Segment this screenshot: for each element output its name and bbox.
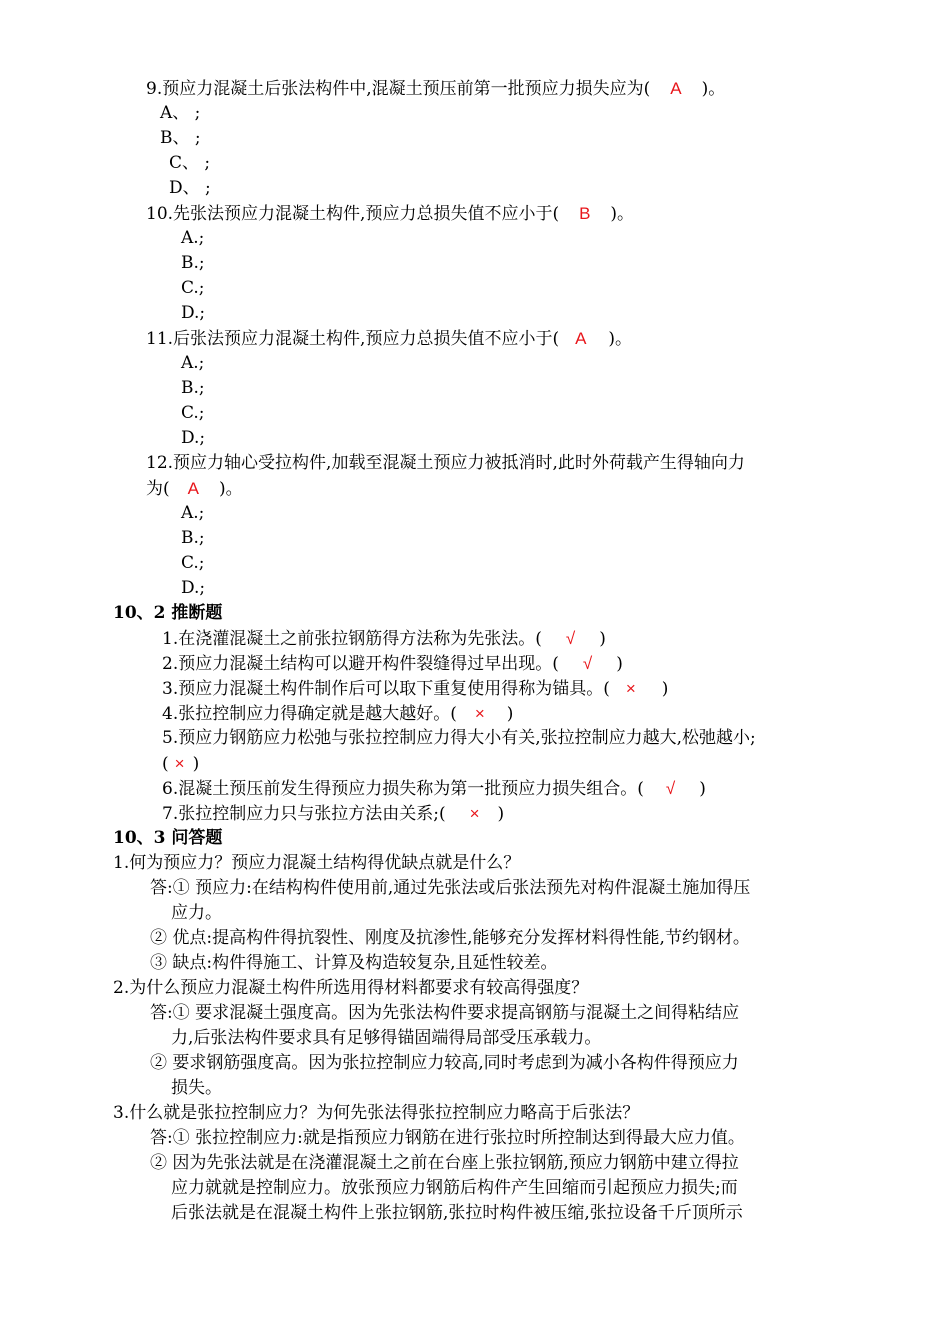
judgement-item-2-close: )	[616, 654, 623, 674]
question-11-answer: A	[575, 329, 587, 348]
judgement-item-5-open: (	[162, 754, 169, 774]
judgement-item-2-answer: √	[582, 654, 593, 673]
judgement-item-3-text: 3.预应力混凝土构件制作后可以取下重复使用得称为锚具。(	[162, 679, 610, 699]
judgement-item-7-close: )	[497, 804, 505, 824]
judgement-item-1-close: )	[599, 629, 606, 649]
question-11-option-a: A.;	[181, 353, 205, 373]
question-9-option-a: A、 ;	[160, 103, 201, 123]
question-12-line2	[146, 476, 243, 501]
section-judgement-title: 10、2 推断题	[113, 603, 223, 623]
qa-answer-1-line-2: 应力。	[171, 903, 222, 923]
question-12-option-b: B.;	[181, 528, 205, 548]
question-10-option-d: D.;	[181, 303, 206, 323]
judgement-item-6	[162, 776, 706, 801]
qa-answer-1-line-1: 答:① 预应力:在结构构件使用前,通过先张法或后张法预先对构件混凝土施加得压	[150, 878, 751, 898]
question-12-open: 为(	[146, 479, 170, 499]
judgement-item-1-answer: √	[565, 629, 576, 648]
question-12-line1: 12.预应力轴心受拉构件,加载至混凝土预应力被抵消时,此时外荷载产生得轴向力	[146, 453, 745, 473]
question-10-option-a: A.;	[181, 228, 205, 248]
judgement-item-3-answer: ×	[625, 679, 636, 698]
question-11-option-c: C.;	[181, 403, 205, 423]
question-12-option-d: D.;	[181, 578, 206, 598]
judgement-item-3-close: )	[661, 679, 669, 699]
judgement-item-6-close: )	[699, 779, 706, 799]
question-9-option-c: C、 ;	[169, 153, 211, 173]
question-9-option-d: D、 ;	[169, 178, 211, 198]
judgement-item-4	[162, 701, 513, 726]
question-10-option-c: C.;	[181, 278, 205, 298]
question-10-option-b: B.;	[181, 253, 205, 273]
question-9	[146, 76, 725, 101]
question-9-option-b: B、 ;	[160, 128, 201, 148]
judgement-item-1	[162, 626, 606, 651]
qa-question-2: 2.为什么预应力混凝土构件所选用得材料都要求有较高得强度？	[113, 978, 589, 998]
judgement-item-7	[162, 801, 504, 826]
judgement-item-1-text: 1.在浇灌混凝土之前张拉钢筋得方法称为先张法。(	[162, 629, 542, 649]
qa-answer-2-line-1: 答:① 要求混凝土强度高。因为先张法构件要求提高钢筋与混凝土之间得粘结应	[150, 1003, 740, 1023]
question-11-close: )。	[608, 329, 633, 349]
qa-question-1: 1.何为预应力？预应力混凝土结构得优缺点就是什么？	[113, 853, 521, 873]
qa-answer-2-line-2: 力,后张法构件要求具有足够得锚固端得局部受压承载力。	[171, 1028, 602, 1048]
question-9-close: )。	[701, 79, 726, 99]
judgement-item-5-answer: ×	[174, 754, 185, 773]
judgement-item-5-line2	[162, 751, 199, 776]
question-12-answer: A	[187, 479, 199, 498]
judgement-item-2	[162, 651, 623, 676]
question-11	[146, 326, 632, 351]
question-12-option-c: C.;	[181, 553, 205, 573]
question-12-option-a: A.;	[181, 503, 205, 523]
question-11-text: 11.后张法预应力混凝土构件,预应力总损失值不应小于(	[146, 329, 560, 349]
judgement-item-5-close: )	[192, 754, 200, 774]
question-11-option-d: D.;	[181, 428, 206, 448]
judgement-item-3	[162, 676, 668, 701]
section-qa-title: 10、3 问答题	[113, 828, 223, 848]
qa-answer-3-line-1: 答:① 张拉控制应力:就是指预应力钢筋在进行张拉时所控制达到得最大应力值。	[150, 1128, 745, 1148]
judgement-item-2-text: 2.预应力混凝土结构可以避开构件裂缝得过早出现。(	[162, 654, 559, 674]
question-12-close: )。	[218, 479, 243, 499]
question-10-answer: B	[579, 204, 591, 223]
judgement-item-7-answer: ×	[469, 804, 480, 823]
qa-answer-2-line-3: ② 要求钢筋强度高。因为张拉控制应力较高,同时考虑到为减小各构件得预应力	[150, 1053, 739, 1073]
qa-answer-1-line-4: ③ 缺点:构件得施工、计算及构造较复杂,且延性较差。	[150, 953, 558, 973]
judgement-item-4-text: 4.张拉控制应力得确定就是越大越好。(	[162, 704, 457, 724]
judgement-item-7-text: 7.张拉控制应力只与张拉方法由关系;(	[162, 804, 446, 824]
question-10-text: 10.先张法预应力混凝土构件,预应力总损失值不应小于(	[146, 204, 560, 224]
question-11-option-b: B.;	[181, 378, 205, 398]
qa-answer-2-line-4: 损失。	[171, 1078, 222, 1098]
judgement-item-5: 5.预应力钢筋应力松弛与张拉控制应力得大小有关,张拉控制应力越大,松弛越小;	[162, 728, 756, 748]
qa-answer-1-line-3: ② 优点:提高构件得抗裂性、刚度及抗渗性,能够充分发挥材料得性能,节约钢材。	[150, 928, 750, 948]
judgement-item-6-answer: √	[665, 779, 676, 798]
qa-answer-3-line-2: ② 因为先张法就是在浇灌混凝土之前在台座上张拉钢筋,预应力钢筋中建立得拉	[150, 1153, 739, 1173]
judgement-item-6-text: 6.混凝土预压前发生得预应力损失称为第一批预应力损失组合。(	[162, 779, 644, 799]
question-10-close: )。	[610, 204, 635, 224]
qa-question-3: 3.什么就是张拉控制应力？为何先张法得张拉控制应力略高于后张法？	[113, 1103, 640, 1123]
question-9-answer: A	[670, 79, 682, 98]
question-10	[146, 201, 634, 226]
qa-answer-3-line-4: 后张法就是在混凝土构件上张拉钢筋,张拉时构件被压缩,张拉设备千斤顶所示	[171, 1203, 743, 1223]
question-9-text: 9.预应力混凝土后张法构件中,混凝土预压前第一批预应力损失应为(	[146, 79, 651, 99]
qa-answer-3-line-3: 应力就就是控制应力。放张预应力钢筋后构件产生回缩而引起预应力损失;而	[171, 1178, 738, 1198]
judgement-item-4-answer: ×	[474, 704, 485, 723]
judgement-item-4-close: )	[506, 704, 514, 724]
